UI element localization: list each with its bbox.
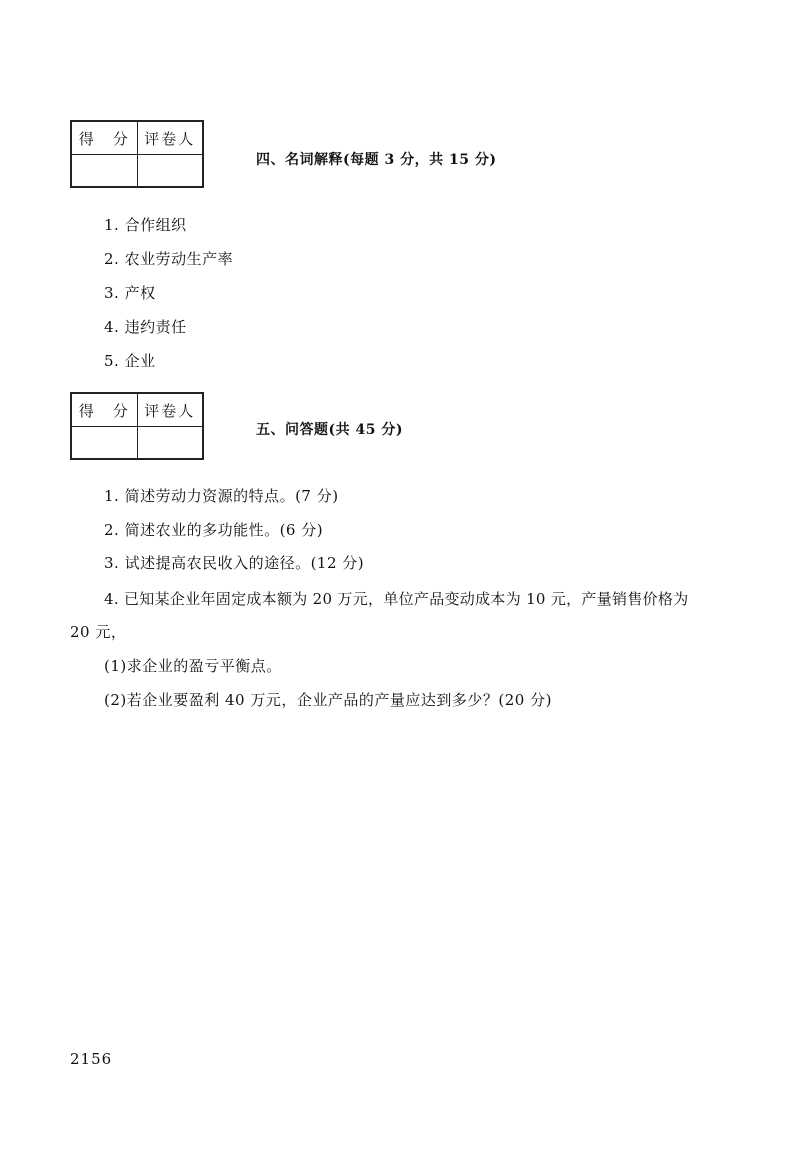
score-box-section-4 (70, 120, 204, 188)
score-blank-cell (72, 155, 137, 187)
section-5-item-4-continued: 20 元， (70, 623, 127, 641)
section-5-item-4: 4. 已知某企业年固定成本额为 20 万元，单位产品变动成本为 10 元，产量销售价格为 (104, 590, 689, 608)
section-5-subquestion-1: (1)求企业的盈亏平衡点。 (104, 657, 282, 675)
score-label: 得 分 (78, 129, 130, 148)
score-label: 得 分 (78, 401, 130, 420)
section-4-item-2: 2. 农业劳动生产率 (104, 250, 234, 268)
section-5-item-2: 2. 简述农业的多功能性。(6 分) (104, 521, 324, 539)
section-4-item-1: 1. 合作组织 (104, 216, 187, 234)
score-blank-cell (72, 427, 137, 459)
section-5-item-1: 1. 简述劳动力资源的特点。(7 分) (104, 487, 339, 505)
section-5-title: 五、问答题(共 45 分) (256, 422, 403, 438)
score-box-blank-row (72, 154, 202, 187)
section-4-title: 四、名词解释(每题 3 分，共 15 分) (256, 152, 497, 168)
score-box-header-row (72, 122, 202, 154)
score-box-blank-row (72, 426, 202, 459)
grader-label: 评卷人 (137, 122, 203, 154)
section-4-item-5: 5. 企业 (104, 352, 156, 370)
section-4-item-4: 4. 违约责任 (104, 318, 187, 336)
score-box-header-row (72, 394, 202, 426)
grader-blank-cell (137, 427, 203, 459)
section-5-item-3: 3. 试述提高农民收入的途径。(12 分) (104, 554, 365, 572)
grader-label: 评卷人 (137, 394, 203, 426)
score-box-section-5 (70, 392, 204, 460)
grader-blank-cell (137, 155, 203, 187)
section-5-subquestion-2: (2)若企业要盈利 40 万元，企业产品的产量应达到多少？(20 分) (104, 691, 552, 709)
page-number: 2156 (70, 1050, 113, 1068)
section-4-item-3: 3. 产权 (104, 284, 156, 302)
